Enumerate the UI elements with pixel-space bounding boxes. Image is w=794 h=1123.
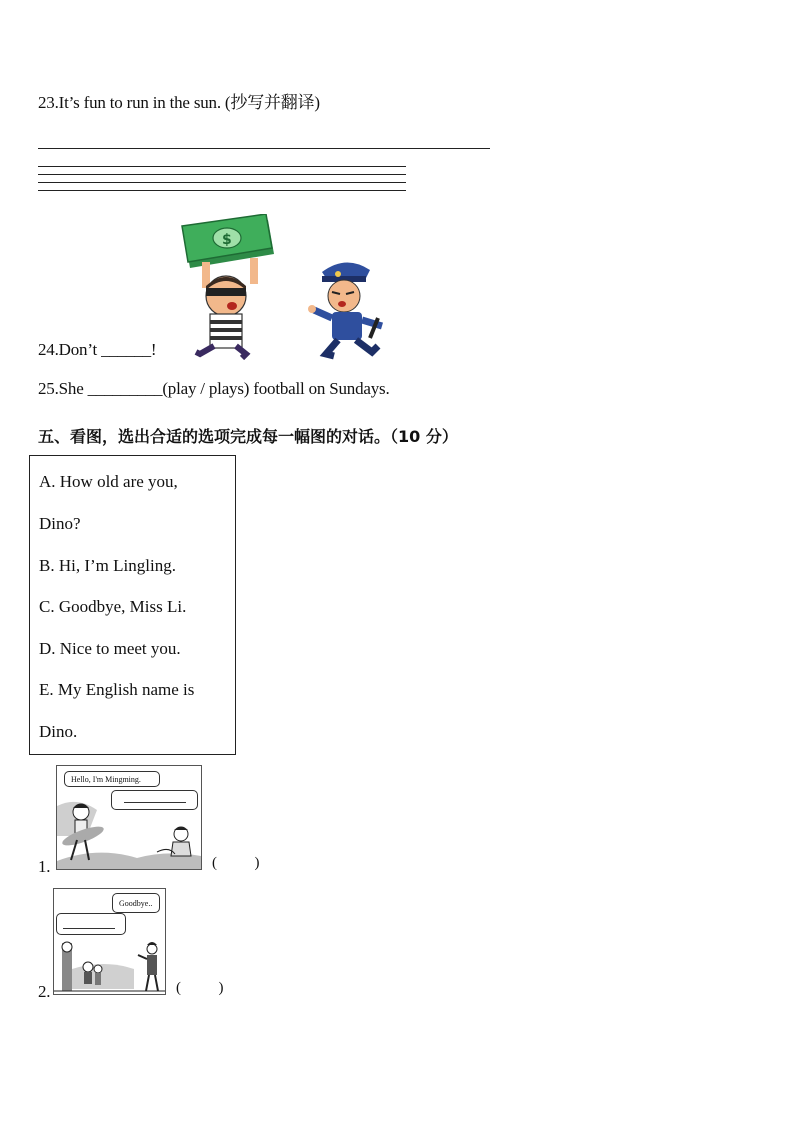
picture-1-number: 1.: [38, 857, 51, 876]
writing-line[interactable]: [38, 166, 406, 167]
writing-line[interactable]: [38, 182, 406, 183]
question-number: 24.: [38, 340, 59, 359]
options-box: [29, 455, 236, 755]
question-25: [38, 379, 390, 399]
question-text-end: (play / plays) football on Sundays.: [162, 379, 390, 398]
speech-bubble: Goodbye..: [112, 893, 160, 913]
option-a-line2: Dino?: [39, 514, 81, 533]
question-text: It’s fun to run in the sun. (抄写并翻译): [58, 93, 320, 112]
picture-2-number: 2.: [38, 982, 51, 1001]
money-stack-icon: [182, 214, 274, 268]
question-number: 23.: [38, 93, 59, 112]
answer-line[interactable]: [38, 148, 490, 149]
option-d: D. Nice to meet you.: [39, 639, 181, 658]
answer-blank[interactable]: ______: [101, 340, 151, 359]
answer-blank[interactable]: _________: [87, 379, 163, 398]
goodbye-scene-icon: [54, 889, 165, 994]
question-text: Don’t: [58, 340, 102, 359]
question-23: [38, 88, 320, 113]
speech-bubble: Hello, I'm Mingming.: [64, 771, 160, 787]
writing-line[interactable]: [38, 190, 406, 191]
question-text-end: !: [150, 340, 157, 359]
writing-line[interactable]: [38, 174, 406, 175]
children-meeting-icon: [57, 766, 201, 869]
option-e-line1: E. My English name is: [39, 680, 195, 699]
section-heading: 五、看图，选出合适的选项完成每一幅图的对话。（10 分）: [38, 427, 458, 446]
svg-text:$: $: [222, 232, 232, 248]
answer-blank-1[interactable]: ( ): [212, 855, 260, 871]
question-number: 25.: [38, 379, 59, 398]
option-c: C. Goodbye, Miss Li.: [39, 597, 187, 616]
question-24: [38, 340, 156, 360]
thief-and-police-illustration: [176, 214, 396, 360]
answer-blank-2[interactable]: ( ): [176, 980, 224, 996]
option-e-line2: Dino.: [39, 722, 78, 741]
option-b: B. Hi, I’m Lingling.: [39, 556, 176, 575]
thief-figure: [196, 258, 258, 358]
question-text: She: [58, 379, 88, 398]
option-a-line1: A. How old are you,: [39, 472, 178, 491]
policeman-figure: [308, 262, 382, 356]
picture-1: [56, 765, 202, 870]
picture-2: [53, 888, 166, 995]
